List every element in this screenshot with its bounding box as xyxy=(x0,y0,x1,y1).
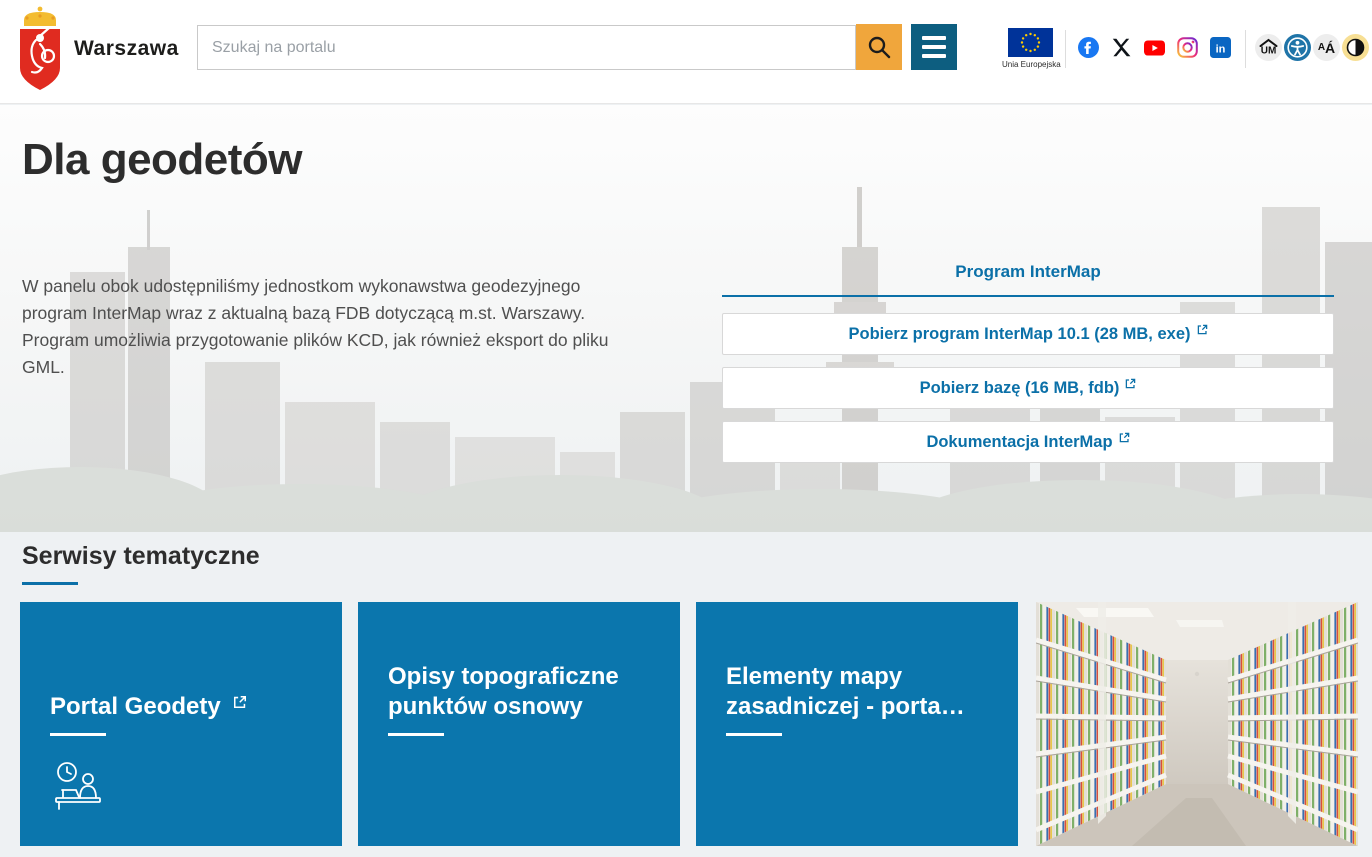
card-underline xyxy=(726,733,782,736)
download-intermap-link[interactable]: Pobierz program InterMap 10.1 (28 MB, exe) xyxy=(722,313,1334,355)
youtube-icon[interactable] xyxy=(1144,37,1165,58)
card-elementy-mapy[interactable] xyxy=(696,602,1018,846)
x-twitter-icon[interactable] xyxy=(1111,37,1132,58)
eu-flag-label: Unia Europejska xyxy=(1002,60,1061,69)
thematic-services-section xyxy=(0,532,1372,857)
external-link-icon xyxy=(233,695,247,709)
eu-flag-block xyxy=(1002,28,1061,69)
page-title: Dla geodetów xyxy=(22,135,303,184)
card-underline xyxy=(388,733,444,736)
external-link-icon xyxy=(1197,324,1208,335)
svg-text:in: in xyxy=(1215,43,1226,56)
header-divider xyxy=(1065,30,1066,68)
download-database-link[interactable]: Pobierz bazę (16 MB, fdb) xyxy=(722,367,1334,409)
svg-text:UM: UM xyxy=(1260,45,1277,57)
intermap-panel xyxy=(722,262,1334,475)
card-archive-photo[interactable] xyxy=(1036,602,1358,846)
instagram-icon[interactable] xyxy=(1177,37,1198,58)
section-title: Serwisy tematyczne xyxy=(22,542,260,570)
panel-title: Program InterMap xyxy=(955,262,1101,281)
external-link-icon xyxy=(1125,378,1136,389)
facebook-icon[interactable] xyxy=(1078,37,1099,58)
font-size-icon[interactable]: A Á xyxy=(1313,34,1340,61)
warsaw-crest-icon xyxy=(16,6,64,92)
card-title: Opisy topograficzne punktów osnowy xyxy=(388,663,619,720)
card-title: Elementy mapy zasadniczej - porta… xyxy=(726,663,965,720)
site-header xyxy=(0,0,1372,104)
card-title: Portal Geodety xyxy=(50,693,221,720)
external-link-icon xyxy=(1119,432,1130,443)
hero-section xyxy=(0,105,1372,532)
accessibility-icon[interactable] xyxy=(1284,34,1311,61)
card-opisy-topograficzne[interactable] xyxy=(358,602,680,846)
brand-name: Warszawa xyxy=(74,37,179,60)
search-icon xyxy=(866,34,892,60)
accessibility-toolbar xyxy=(1255,34,1369,61)
social-links xyxy=(1078,37,1231,58)
archive-shelves-photo xyxy=(1036,602,1358,846)
hamburger-icon xyxy=(922,36,946,40)
card-underline xyxy=(50,733,106,736)
card-portal-geodety[interactable] xyxy=(20,602,342,846)
search-button[interactable] xyxy=(856,24,902,70)
contrast-icon[interactable] xyxy=(1342,34,1369,61)
warsaw-logo[interactable] xyxy=(16,6,179,92)
search-input[interactable] xyxy=(197,25,856,70)
panel-divider xyxy=(722,295,1334,297)
intro-paragraph: W panelu obok udostępniliśmy jednostkom wykonawstwa geodezyjnego program InterMap wraz z aktualną bazą FDB dotyczącą m.st. Warszawy. Program umożliwia przygotowanie plików KCD, jak również eksport do pliku GML. xyxy=(22,276,609,378)
surveyor-desk-icon xyxy=(52,760,104,812)
eu-flag-icon xyxy=(1008,28,1053,57)
menu-button[interactable] xyxy=(911,24,957,70)
linkedin-icon[interactable] xyxy=(1210,37,1231,58)
header-divider-2 xyxy=(1245,30,1246,68)
documentation-link[interactable]: Dokumentacja InterMap xyxy=(722,421,1334,463)
um-office-icon[interactable] xyxy=(1255,34,1282,61)
section-underline xyxy=(22,582,78,585)
